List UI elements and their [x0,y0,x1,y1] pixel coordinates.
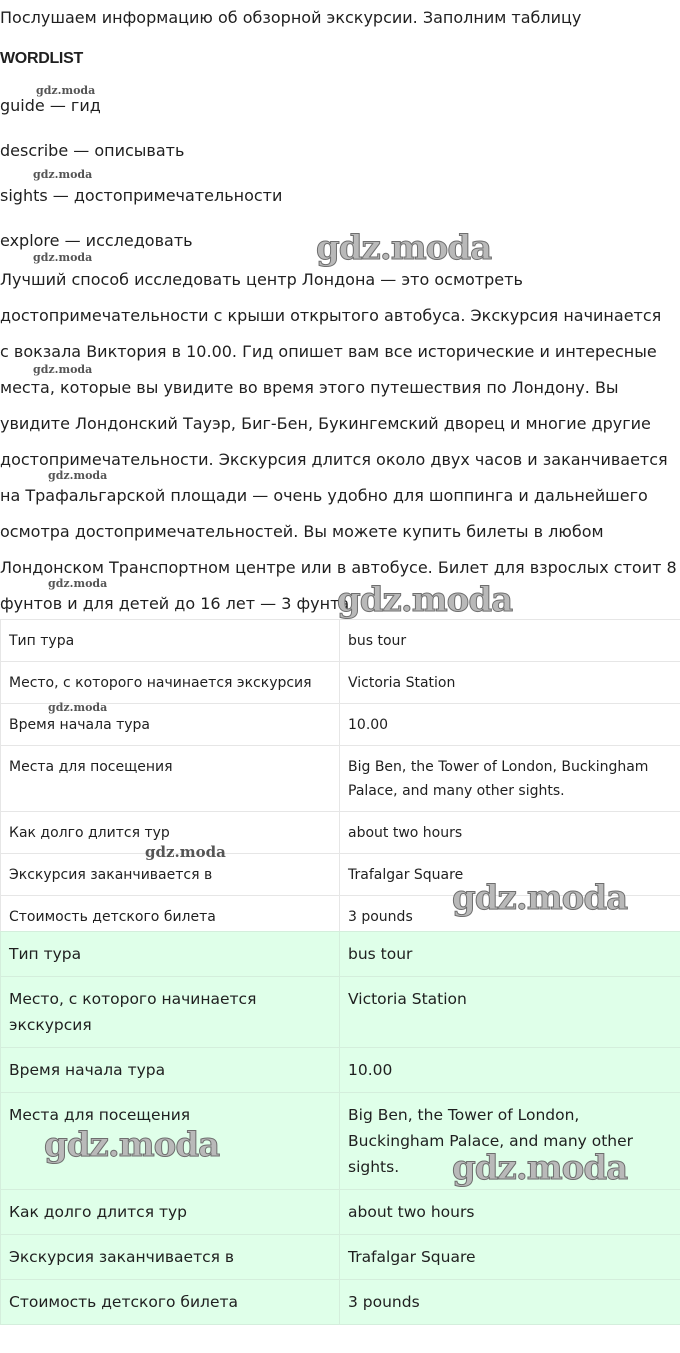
watermark: gdz.moda [316,228,492,268]
table-cell-value: Big Ben, the Tower of London, Buckingham Palace, and many other sights. [340,746,680,812]
watermark: gdz.moda [337,580,513,620]
table-row [1,620,680,662]
table-cell-value: about two hours [340,1190,680,1235]
table-row [1,812,680,854]
paragraph-line: фунтов и для детей до 16 лет — 3 фунта. [0,594,355,613]
table-cell-value: 3 pounds [340,1280,680,1325]
paragraph-line: места, которые вы увидите во время этого путешествия по Лондону. Вы [0,378,619,397]
table-cell-label: Время начала тура [1,704,340,746]
table-cell-label: Как долго длится тур [1,1190,340,1235]
table-row [1,977,680,1048]
table-cell-label: Место, с которого начинается экскурсия [1,662,340,704]
watermark: gdz.moda [452,878,628,918]
table-cell-value: about two hours [340,812,680,854]
watermark: gdz.moda [33,251,93,264]
paragraph-line: Лондонском Транспортном центре или в автобусе. Билет для взрослых стоит 8 [0,558,677,577]
tour-paragraph [0,262,680,622]
watermark: gdz.moda [36,84,96,97]
paragraph-line: Лучший способ исследовать центр Лондона — это осмотреть [0,270,523,289]
watermark: gdz.moda [33,168,93,181]
wordlist-item: guide — гид [0,96,101,115]
answer-table-highlighted [0,931,680,1325]
table-row [1,1280,680,1325]
watermark: gdz.moda [48,701,108,714]
table-cell-label: Экскурсия заканчивается в [1,1235,340,1280]
paragraph-line: на Трафальгарской площади — очень удобно для шоппинга и дальнейшего [0,486,648,505]
table-cell-label: Тип тура [1,932,340,977]
intro-text: Послушаем информацию об обзорной экскурсии. Заполним таблицу [0,8,582,27]
wordlist-item: sights — достопримечательности [0,186,283,205]
table-row [1,704,680,746]
table-cell-value: Victoria Station [340,977,680,1048]
table-cell-label: Место, с которого начинается экскурсия [1,977,340,1048]
table-row [1,1093,680,1190]
paragraph-line: увидите Лондонский Тауэр, Биг-Бен, Букингемский дворец и многие другие [0,414,651,433]
table-cell-value: 3 pounds [340,896,680,938]
paragraph-line: достопримечательности. Экскурсия длится около двух часов и заканчивается [0,450,668,469]
watermark: gdz.moda [145,843,226,861]
table-cell-value: bus tour [340,620,680,662]
watermark: gdz.moda [33,363,93,376]
watermark: gdz.moda [452,1148,628,1188]
watermark: gdz.moda [48,577,108,590]
table-cell-value: 10.00 [340,704,680,746]
answer-table [0,619,680,938]
table-cell-label: Время начала тура [1,1048,340,1093]
watermark: gdz.moda [44,1125,220,1165]
paragraph-line: достопримечательности с крыши открытого автобуса. Экскурсия начинается [0,306,662,325]
table-row [1,1190,680,1235]
paragraph-line: осмотра достопримечательностей. Вы можете купить билеты в любом [0,522,604,541]
table-row [1,1235,680,1280]
table-cell-label: Стоимость детского билета [1,1280,340,1325]
wordlist-title: WORDLIST [0,50,83,67]
table-cell-value: Trafalgar Square [340,1235,680,1280]
paragraph-line: с вокзала Виктория в 10.00. Гид опишет вам все исторические и интересные [0,342,657,361]
table-cell-label: Места для посещения [1,746,340,812]
table-cell-label: Стоимость детского билета [1,896,340,938]
table-cell-value: bus tour [340,932,680,977]
table-cell-label: Как долго длится тур [1,812,340,854]
table-cell-value: Trafalgar Square [340,854,680,896]
wordlist-item: explore — исследовать [0,231,193,250]
table-row [1,662,680,704]
table-row [1,1048,680,1093]
table-cell-value: Big Ben, the Tower of London, Buckingham Palace, and many other sights. [340,1093,680,1190]
table-row [1,854,680,896]
table-cell-label: Места для посещения [1,1093,340,1190]
table-row [1,746,680,812]
table-cell-value: Victoria Station [340,662,680,704]
wordlist-item: describe — описывать [0,141,185,160]
table-cell-value: 10.00 [340,1048,680,1093]
table-row [1,932,680,977]
table-cell-label: Экскурсия заканчивается в [1,854,340,896]
watermark: gdz.moda [48,469,108,482]
table-cell-label: Тип тура [1,620,340,662]
